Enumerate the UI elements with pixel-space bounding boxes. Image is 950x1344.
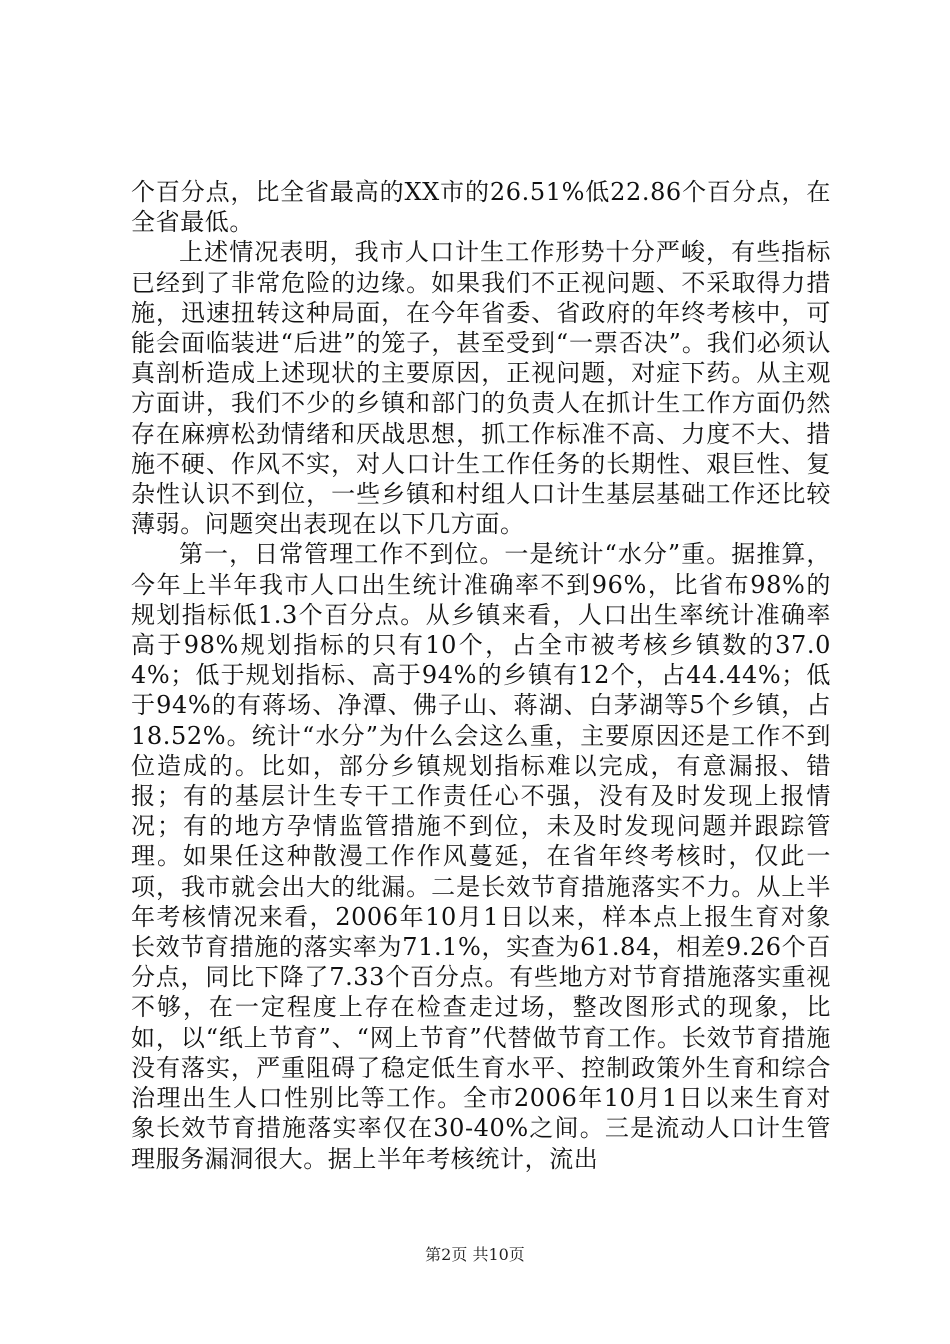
document-body — [131, 177, 831, 1174]
paragraph-2: 上述情况表明，我市人口计生工作形势十分严峻，有些指标已经到了非常危险的边缘。如果我们不正视问题、不采取得力措施，迅速扭转这种局面，在今年省委、省政府的年终考核中，可能会面临装进“后进”的笼子，甚至受到“一票否决”。我们必须认真剖析造成上述现状的主要原因，正视问题，对症下药。从主观方面讲，我们不少的乡镇和部门的负责人在抓计生工作方面仍然存在麻痹松劲情绪和厌战思想，抓工作标准不高、力度不大、措施不硬、作风不实，对人口计生工作任务的长期性、艰巨性、复杂性认识不到位，一些乡镇和村组人口计生基层基础工作还比较薄弱。问题突出表现在以下几方面。 — [131, 238, 831, 539]
paragraph-3: 第一，日常管理工作不到位。一是统计“水分”重。据推算，今年上半年我市人口出生统计准确率不到96%，比省布98%的规划指标低1.3个百分点。从乡镇来看，人口出生率统计准确率高于98%规划指标的只有10个，占全市被考核乡镇数的37.04%；低于规划指标、高于94%的乡镇有12个，占44.44%；低于94%的有蒋场、净潭、佛子山、蒋湖、白茅湖等5个乡镇，占18.52%。统计“水分”为什么会这么重，主要原因还是工作不到位造成的。比如，部分乡镇规划指标难以完成，有意漏报、错报；有的基层计生专干工作责任心不强，没有及时发现上报情况；有的地方孕情监管措施不到位，未及时发现问题并跟踪管理。如果任这种散漫工作作风蔓延，在省年终考核时，仅此一项，我市就会出大的纰漏。二是长效节育措施落实不力。从上半年考核情况来看，2006年10月1日以来，样本点上报生育对象长效节育措施的落实率为71.1%，实查为61.84，相差9.26个百分点，同比下降了7.33个百分点。有些地方对节育措施落实重视不够，在一定程度上存在检查走过场，整改图形式的现象，比如，以“纸上节育”、“网上节育”代替做节育工作。长效节育措施没有落实，严重阻碍了稳定低生育水平、控制政策外生育和综合治理出生人口性别比等工作。全市2006年10月1日以来生育对象长效节育措施落实率仅在30-40%之间。三是流动人口计生管理服务漏洞很大。据上半年考核统计，流出 — [131, 540, 831, 1173]
paragraph-1: 个百分点，比全省最高的XX市的26.51%低22.86个百分点，在全省最低。 — [131, 178, 831, 237]
page-footer: 第2页 共10页 — [425, 1245, 525, 1264]
